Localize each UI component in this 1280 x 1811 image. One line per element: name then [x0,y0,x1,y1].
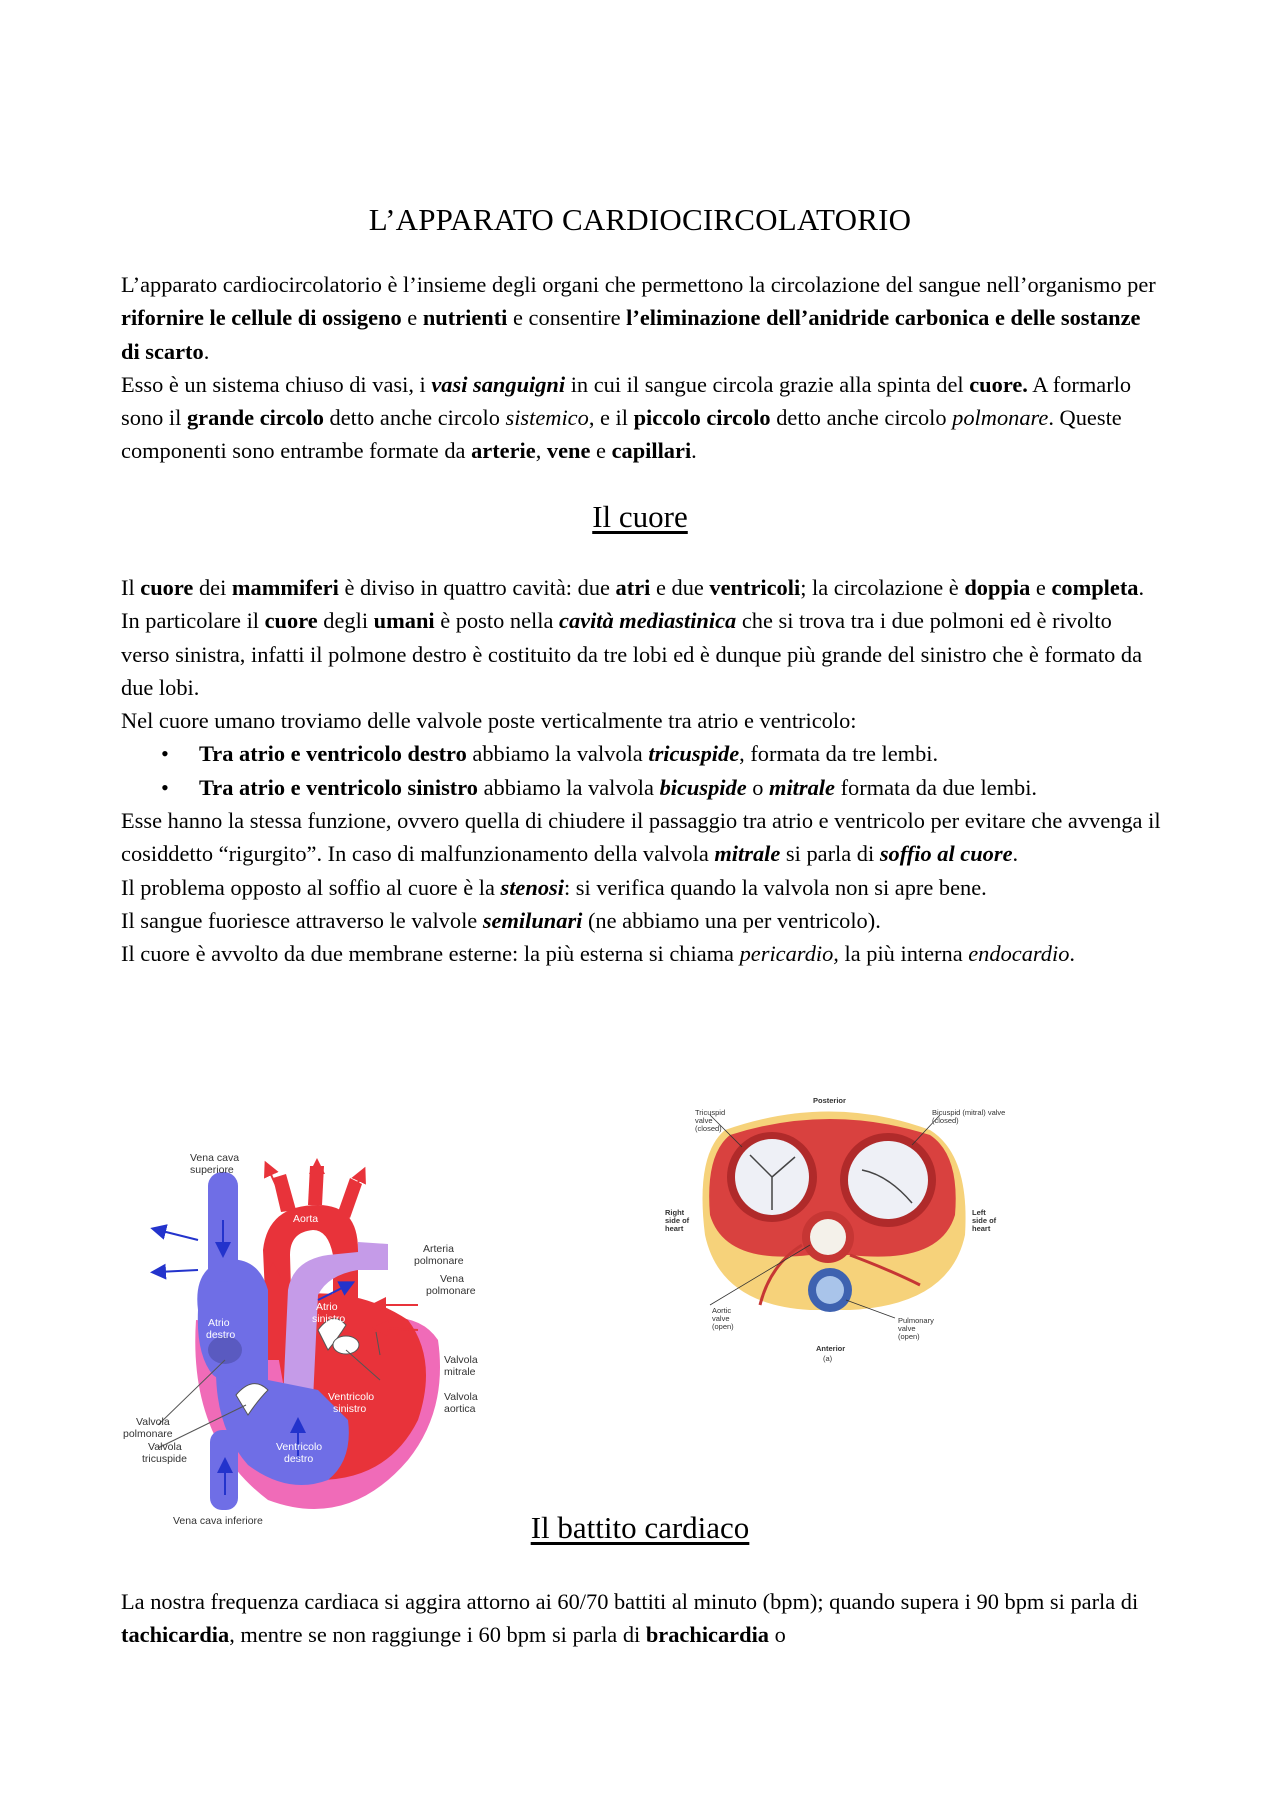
label-aorta: Aorta [293,1213,319,1225]
label-left-side-1: Left [972,1208,986,1217]
label-pulmonary-1: Pulmonary [898,1316,934,1325]
section-heading-cuore: Il cuore [592,499,688,534]
label-valvola-mitrale-1: Valvola [444,1354,478,1366]
label-arteria-polmonare-2: polmonare [414,1255,464,1267]
flow-arrow [158,1270,198,1272]
label-arteria-polmonare-1: Arteria [423,1243,454,1255]
label-atrio-destro-1: Atrio [208,1317,230,1329]
battito-paragraph-1: La nostra frequenza cardiaca si aggira attorno ai 60/70 battiti al minuto (bpm); quando supera i 90 bpm si parla di tachicardia, mentre se non raggiunge i 60 bpm si parla di brachicardia o [121,1589,1139,1648]
flow-arrow [158,1230,198,1240]
cuore-paragraph-6: Il cuore è avvolto da due membrane esterne: la più esterna si chiama pericardio, la più interna endocardio. [121,941,1075,967]
label-ventricolo-sinistro-1: Ventricolo [328,1391,375,1403]
label-posterior: Posterior [813,1096,846,1105]
label-aortic-1: Aortic [712,1306,732,1315]
intro-paragraph-2: Esso è un sistema chiuso di vasi, i vasi sanguigni in cui il sangue circola grazie alla spinta del cuore. A formarlo sono il grande circolo detto anche circolo sistemico, e il piccolo circolo detto anche circolo polmonare. Queste componenti sono entrambe formate da arterie, vene e capillari. [121,371,1132,464]
label-left-side-2: side of [972,1216,997,1225]
cuore-paragraph-5: Il sangue fuoriesce attraverso le valvole semilunari (ne abbiamo una per ventricolo). [121,907,881,933]
section-heading-battito: Il battito cardiaco [530,1510,750,1545]
heart-valves-figure [650,1095,1010,1365]
label-vena-cava-sup-1: Vena cava [190,1152,240,1164]
cuore-paragraph-2: Nel cuore umano troviamo delle valvole poste verticalmente tra atrio e ventricolo: [121,708,857,734]
label-anterior: Anterior [816,1344,846,1353]
cuore-paragraph-1: Il cuore dei mammiferi è diviso in quattro cavità: due atri e due ventricoli; la circolazione è doppia e completa. In particolare il cuore degli umani è posto nella cavità mediastinica che si trova tra i due polmoni ed è rivolto verso sinistra, infatti il polmone destro è costituito da tre lobi ed è dunque più grande del sinistro che è formato da due lobi. [121,575,1145,700]
label-valvola-tricuspide-2: tricuspide [142,1453,187,1465]
heart-diagram-figure [118,1152,518,1530]
label-aortic-2: valve [712,1314,730,1323]
atrium-valve-shape [333,1336,359,1354]
label-vena-cava-sup-2: superiore [190,1164,234,1176]
label-bicuspid-2: (closed) [932,1116,959,1125]
label-valvola-aortica-2: aortica [444,1403,476,1415]
label-valvola-mitrale-2: mitrale [444,1366,476,1378]
mitral-valve-inner [848,1141,928,1219]
cuore-paragraph-4: Il problema opposto al soffio al cuore è la stenosi: si verifica quando la valvola non si apre bene. [121,874,987,900]
label-pulmonary-3: (open) [898,1332,920,1341]
label-tricuspid-1: Tricuspid [695,1108,726,1117]
label-right-side-2: side of [665,1216,690,1225]
label-ventricolo-destro-2: destro [284,1453,314,1465]
cuore-text [121,571,1161,971]
label-right-side-1: Right [665,1208,685,1217]
intro-text [121,268,1161,468]
label-vena-polmonare-1: Vena [440,1273,464,1285]
label-vena-cava-inf: Vena cava inferiore [173,1515,263,1527]
label-atrio-sinistro-2: sinistro [312,1313,346,1325]
valve-list [121,737,1161,804]
aortic-valve-inner [810,1219,846,1255]
label-atrio-destro-2: destro [206,1329,236,1341]
intro-paragraph-1: L’apparato cardiocircolatorio è l’insieme degli organi che permettono la circolazione del sangue nell’organismo per rifornire le cellule di ossigeno e nutrienti e consentire l’eliminazione dell’anidride carbonica e delle sostanze di scarto. [121,272,1156,364]
label-valvola-aortica-1: Valvola [444,1391,478,1403]
label-tricuspid-2: valve [695,1116,713,1125]
label-pulmonary-2: valve [898,1324,916,1333]
list-item: • Tra atrio e ventricolo sinistro abbiamo la valvola bicuspide o mitrale formata da due lembi. [121,771,1161,804]
pulmonary-valve-inner [816,1276,844,1304]
list-item: • Tra atrio e ventricolo destro abbiamo la valvola tricuspide, formata da tre lembi. [121,737,1161,770]
label-atrio-sinistro-1: Atrio [316,1301,338,1313]
page-title: L’APPARATO CARDIOCIRCOLATORIO [368,202,912,237]
label-bicuspid-1: Bicuspid (mitral) valve [932,1108,1006,1117]
label-valvola-tricuspide-1: Valvola [148,1441,182,1453]
cuore-paragraph-3: Esse hanno la stessa funzione, ovvero quella di chiudere il passaggio tra atrio e ventricolo per evitare che avvenga il cosiddetto “rigurgito”. In caso di malfunzionamento della valvola mitrale si parla di soffio al cuore. [121,808,1161,867]
figure-caption: (a) [823,1354,833,1363]
label-aortic-3: (open) [712,1322,734,1331]
label-ventricolo-sinistro-2: sinistro [333,1403,367,1415]
label-tricuspid-3: (closed) [695,1124,722,1133]
label-ventricolo-destro-1: Ventricolo [276,1441,323,1453]
label-left-side-3: heart [972,1224,991,1233]
aorta-branch [273,1174,296,1212]
battito-text [121,1585,1161,1652]
label-right-side-3: heart [665,1224,684,1233]
label-vena-polmonare-2: polmonare [426,1285,476,1297]
label-valvola-polmonare-1: Valvola [136,1416,170,1428]
label-valvola-polmonare-2: polmonare [123,1428,173,1440]
